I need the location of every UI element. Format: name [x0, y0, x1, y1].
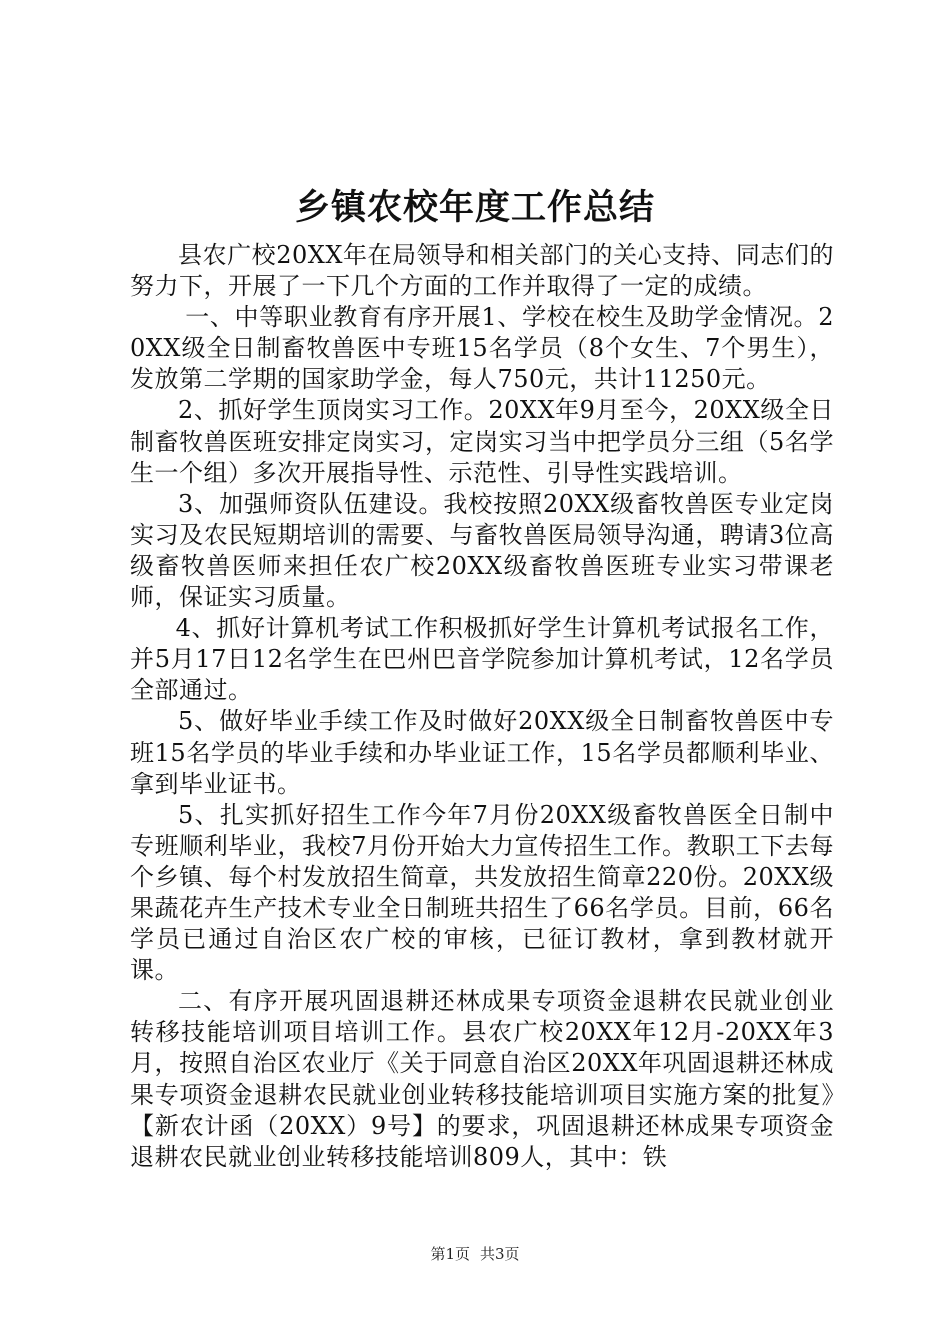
paragraph-item-3: 3、加强师资队伍建设。我校按照20XX级畜牧兽医专业定岗实习及农民短期培训的需要、与畜牧兽医局领导沟通，聘请3位高级畜牧兽医师来担任农广校20XX级畜牧兽医班专业实习带课老师，保证实习质量。 [130, 489, 834, 612]
page-total: 共3页 [480, 1245, 520, 1263]
page-number: 第1页 [430, 1245, 470, 1263]
paragraph-section-one: 一、中等职业教育有序开展1、学校在校生及助学金情况。20XX级全日制畜牧兽医中专班15名学员（8个女生、7个男生），发放第二学期的国家助学金，每人750元，共计11250元。 [130, 303, 834, 394]
paragraph-intro: 县农广校20XX年在局领导和相关部门的关心支持、同志们的努力下，开展了一下几个方面的工作并取得了一定的成绩。 [130, 241, 834, 301]
document-title: 乡镇农校年度工作总结 [294, 188, 655, 228]
paragraph-section-two: 二、有序开展巩固退耕还林成果专项资金退耕农民就业创业转移技能培训项目培训工作。县农广校20XX年12月-20XX年3月，按照自治区农业厅《关于同意自治区20XX年巩固退耕还林成果专项资金退耕农民就业创业转移技能培训项目实施方案的批复》【新农计函（20XX）9号】的要求，巩固退耕还林成果专项资金退耕农民就业创业转移技能培训809人，其中：铁 [130, 987, 834, 1171]
paragraph-item-2: 2、抓好学生顶岗实习工作。20XX年9月至今，20XX级全日制畜牧兽医班安排定岗实习，定岗实习当中把学员分三组（5名学生一个组）多次开展指导性、示范性、引导性实践培训。 [130, 396, 834, 487]
document-body [130, 240, 834, 1173]
paragraph-item-5a: 5、做好毕业手续工作及时做好20XX级全日制畜牧兽医中专班15名学员的毕业手续和办毕业证工作，15名学员都顺利毕业、拿到毕业证书。 [130, 707, 834, 798]
page-footer [0, 1243, 950, 1265]
paragraph-item-5b: 5、扎实抓好招生工作今年7月份20XX级畜牧兽医全日制中专班顺利毕业，我校7月份开始大力宣传招生工作。教职工下去每个乡镇、每个村发放招生简章，共发放招生简章220份。20XX级果蔬花卉生产技术专业全日制班共招生了66名学员。目前，66名学员已通过自治区农广校的审核，已征订教材，拿到教材就开课。 [130, 800, 834, 985]
paragraph-item-4: 4、抓好计算机考试工作积极抓好学生计算机考试报名工作，并5月17日12名学生在巴州巴音学院参加计算机考试，12名学员全部通过。 [130, 614, 834, 705]
